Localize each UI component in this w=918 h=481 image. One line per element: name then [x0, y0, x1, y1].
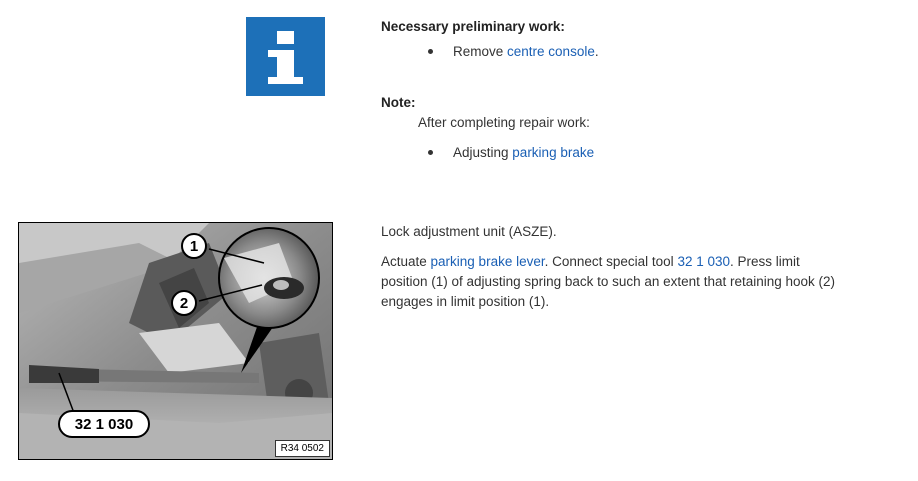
- centre-console-link[interactable]: centre console: [507, 44, 595, 59]
- item-text: [453, 44, 599, 59]
- special-tool-link[interactable]: 32 1 030: [677, 254, 730, 269]
- instruction-line-1: [381, 252, 901, 272]
- note-text: After completing repair work:: [418, 115, 590, 130]
- parking-brake-lever-link[interactable]: parking brake lever: [430, 254, 545, 269]
- bullet-icon: [428, 150, 433, 155]
- preliminary-work-heading: Necessary preliminary work:: [381, 19, 565, 34]
- parking-brake-link[interactable]: parking brake: [512, 145, 595, 160]
- callout-1: 1: [181, 233, 207, 259]
- note-item: [428, 145, 594, 160]
- text-segment: . Connect special tool: [544, 254, 678, 269]
- bullet-icon: [428, 49, 433, 54]
- instruction-line-2: position (1) of adjusting spring back to such an extent that retaining hook (2): [381, 274, 836, 289]
- figure-code: R34 0502: [275, 440, 330, 457]
- note-heading: Note:: [381, 95, 416, 110]
- item-prefix: Adjusting: [453, 145, 513, 160]
- info-icon: [246, 17, 325, 96]
- instruction-line-3: engages in limit position (1).: [381, 294, 550, 309]
- tool-label: 32 1 030: [58, 410, 150, 438]
- text-segment: . Press limit: [730, 254, 800, 269]
- item-text: [453, 145, 594, 160]
- step-title: Lock adjustment unit (ASZE).: [381, 224, 557, 239]
- item-suffix: .: [594, 44, 599, 59]
- step-instructions: [381, 252, 901, 312]
- preliminary-work-item: [428, 44, 599, 59]
- callout-2: 2: [171, 290, 197, 316]
- item-prefix: Remove: [453, 44, 508, 59]
- text-segment: Actuate: [381, 254, 431, 269]
